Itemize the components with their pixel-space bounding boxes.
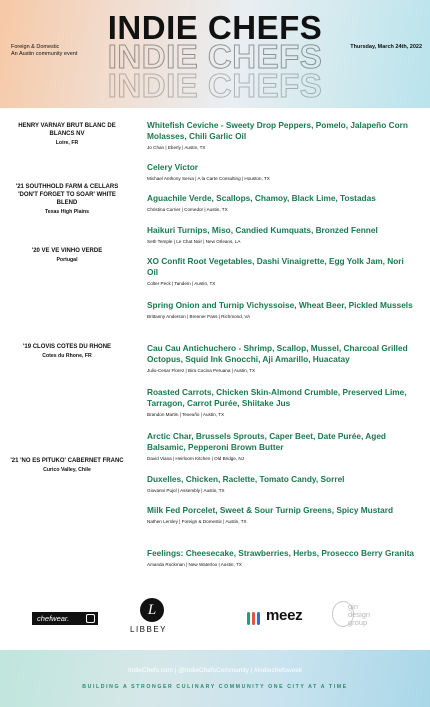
dish-title: Milk Fed Porcelet, Sweet & Sour Turnip Greens, Spicy Mustard <box>147 505 394 515</box>
gin-word: gin <box>348 602 359 611</box>
header-banner <box>0 0 430 108</box>
libbey-wordmark: LIBBEY <box>130 625 168 634</box>
meez-bar <box>257 612 260 625</box>
wine-region: Texas High Plains <box>44 209 89 215</box>
dish-item <box>147 162 417 182</box>
sponsor-strip <box>0 596 430 644</box>
wine-pairing <box>10 457 124 474</box>
dish-item <box>147 505 417 525</box>
dish-title: Whitefish Ceviche - Sweety Drop Peppers, Pomelo, Jalapeño Corn Molasses, Chili Garlic Oil <box>147 120 408 141</box>
footer-tagline: BUILDING A STRONGER CULINARY COMMUNITY ONE CITY AT A TIME <box>82 684 348 690</box>
wine-region: Portugal <box>56 257 78 263</box>
chef-credit: Giovanni Pujol | Assembly | Austin, TX <box>147 488 225 493</box>
dish-item <box>147 474 417 494</box>
dish-title: Arctic Char, Brussels Sprouts, Caper Beet, Date Purée, Aged Balsamic, Pepperoni Brown Butter <box>147 431 386 452</box>
chefwear-logo <box>32 612 98 625</box>
group-word: group <box>348 618 368 627</box>
chef-credit: Nathen Lemley | Foreign & Domestic | Austin, TX <box>147 519 247 524</box>
dish-item <box>147 225 417 245</box>
meez-bars-icon <box>247 612 261 625</box>
wine-name: HENRY VARNAY BRUT BLANC DE BLANCS NV <box>18 123 116 137</box>
chef-credit: Brittanny Anderson | Brenner Pass | Richmond, VA <box>147 314 251 319</box>
footer-links[interactable]: IndieChefs.com | @IndieChefsCommunity | #indiechefsweek <box>127 667 303 674</box>
event-subtitle <box>11 44 77 58</box>
host-name: Foreign & Domestic <box>11 44 60 50</box>
chef-credit: Seth Temple | Le Chat Noir | New Orleans, LA <box>147 239 241 244</box>
dish-item <box>147 256 417 287</box>
dish-title: Cau Cau Antichuchero - Shrimp, Scallop, Mussel, Charcoal Grilled Octopus, Squid Ink Gnocchi, Aji Amarillo, Huacatay <box>147 343 408 364</box>
event-title: INDIE CHEFS <box>107 9 323 46</box>
meez-bar <box>247 612 250 625</box>
dish-title: Haikuri Turnips, Miso, Candied Kumquats, Bronzed Fennel <box>147 225 378 235</box>
gin-design-group-wordmark <box>348 603 370 627</box>
dish-item <box>147 193 417 213</box>
chef-credit: Christina Currier | Comedor | Austin, TX <box>147 207 228 212</box>
chefwear-wordmark: chefwear. <box>37 614 70 623</box>
footer-banner <box>0 650 430 707</box>
chef-credit: David Viana | Heirloom Kitchen | Old Bridge, NJ <box>147 456 245 461</box>
chef-credit: Jo Chan | Eberly | Austin, TX <box>147 145 206 150</box>
event-description: An Austin community event <box>11 51 78 57</box>
event-title-echo-1: INDIE CHEFS <box>107 38 323 75</box>
meez-wordmark: meez <box>266 607 303 624</box>
meez-bar <box>252 612 255 625</box>
dish-item <box>147 120 417 151</box>
wine-region: Loire, FR <box>55 140 79 146</box>
libbey-emblem-icon <box>140 598 164 622</box>
design-word: design <box>348 610 371 619</box>
chef-credit: Brandon Martin | Texeuño | Austin, TX <box>147 412 225 417</box>
wine-pairing <box>10 122 124 147</box>
wine-name: '21 'NO ES PITUKO' CABERNET FRANC <box>10 458 124 464</box>
chef-credit: Julio-Cesar Florez | Bira Cocina Peruana | Austin, TX <box>147 368 256 373</box>
dish-title: Celery Victor <box>147 162 199 172</box>
wine-pairing <box>10 247 124 264</box>
dish-title: XO Confit Root Vegetables, Dashi Vinaigrette, Egg Yolk Jam, Nori Oil <box>147 256 404 277</box>
chef-credit: Colter Peck | Tandem | Austin, TX <box>147 281 216 286</box>
dish-item <box>147 387 417 418</box>
wine-name: '19 CLOVIS COTES DU RHONE <box>22 344 112 350</box>
wine-region: Cotes du Rhone, FR <box>42 353 92 359</box>
dish-title: Feelings: Cheesecake, Strawberries, Herbs, Prosecco Berry Granita <box>147 548 415 558</box>
wine-pairing <box>10 343 124 360</box>
dish-title: Duxelles, Chicken, Raclette, Tomato Candy, Sorrel <box>147 474 345 484</box>
chef-credit: Michael Anthony Serva | A la Carte Consulting | Houston, TX <box>147 176 270 181</box>
event-title-echo-2: INDIE CHEFS <box>107 67 323 104</box>
dish-item <box>147 431 417 462</box>
heart-box-icon <box>86 614 95 623</box>
wine-name: '21 SOUTHHOLD FARM & CELLARS 'DON'T FORGET TO SOAR' WHITE BLEND <box>15 184 119 206</box>
wine-region: Curico Valley, Chile <box>43 467 91 473</box>
dish-item <box>147 548 417 568</box>
chef-credit: Amanda Rockman | New Waterloo | Austin, TX <box>147 562 242 567</box>
dish-title: Aguachile Verde, Scallops, Chamoy, Black Lime, Tostadas <box>147 193 376 203</box>
dish-title: Roasted Carrots, Chicken Skin-Almond Crumble, Preserved Lime, Tarragon, Carrot Purée, Shiitake Jus <box>147 387 407 408</box>
dish-title: Spring Onion and Turnip Vichyssoise, Wheat Beer, Pickled Mussels <box>147 300 413 310</box>
wine-name: '20 VE VE VINHO VERDE <box>31 248 103 254</box>
dish-item <box>147 343 417 374</box>
event-date: Thursday, March 24th, 2022 <box>350 44 422 50</box>
libbey-mark: L <box>147 601 157 618</box>
wine-pairing <box>10 183 124 216</box>
dish-item <box>147 300 417 320</box>
